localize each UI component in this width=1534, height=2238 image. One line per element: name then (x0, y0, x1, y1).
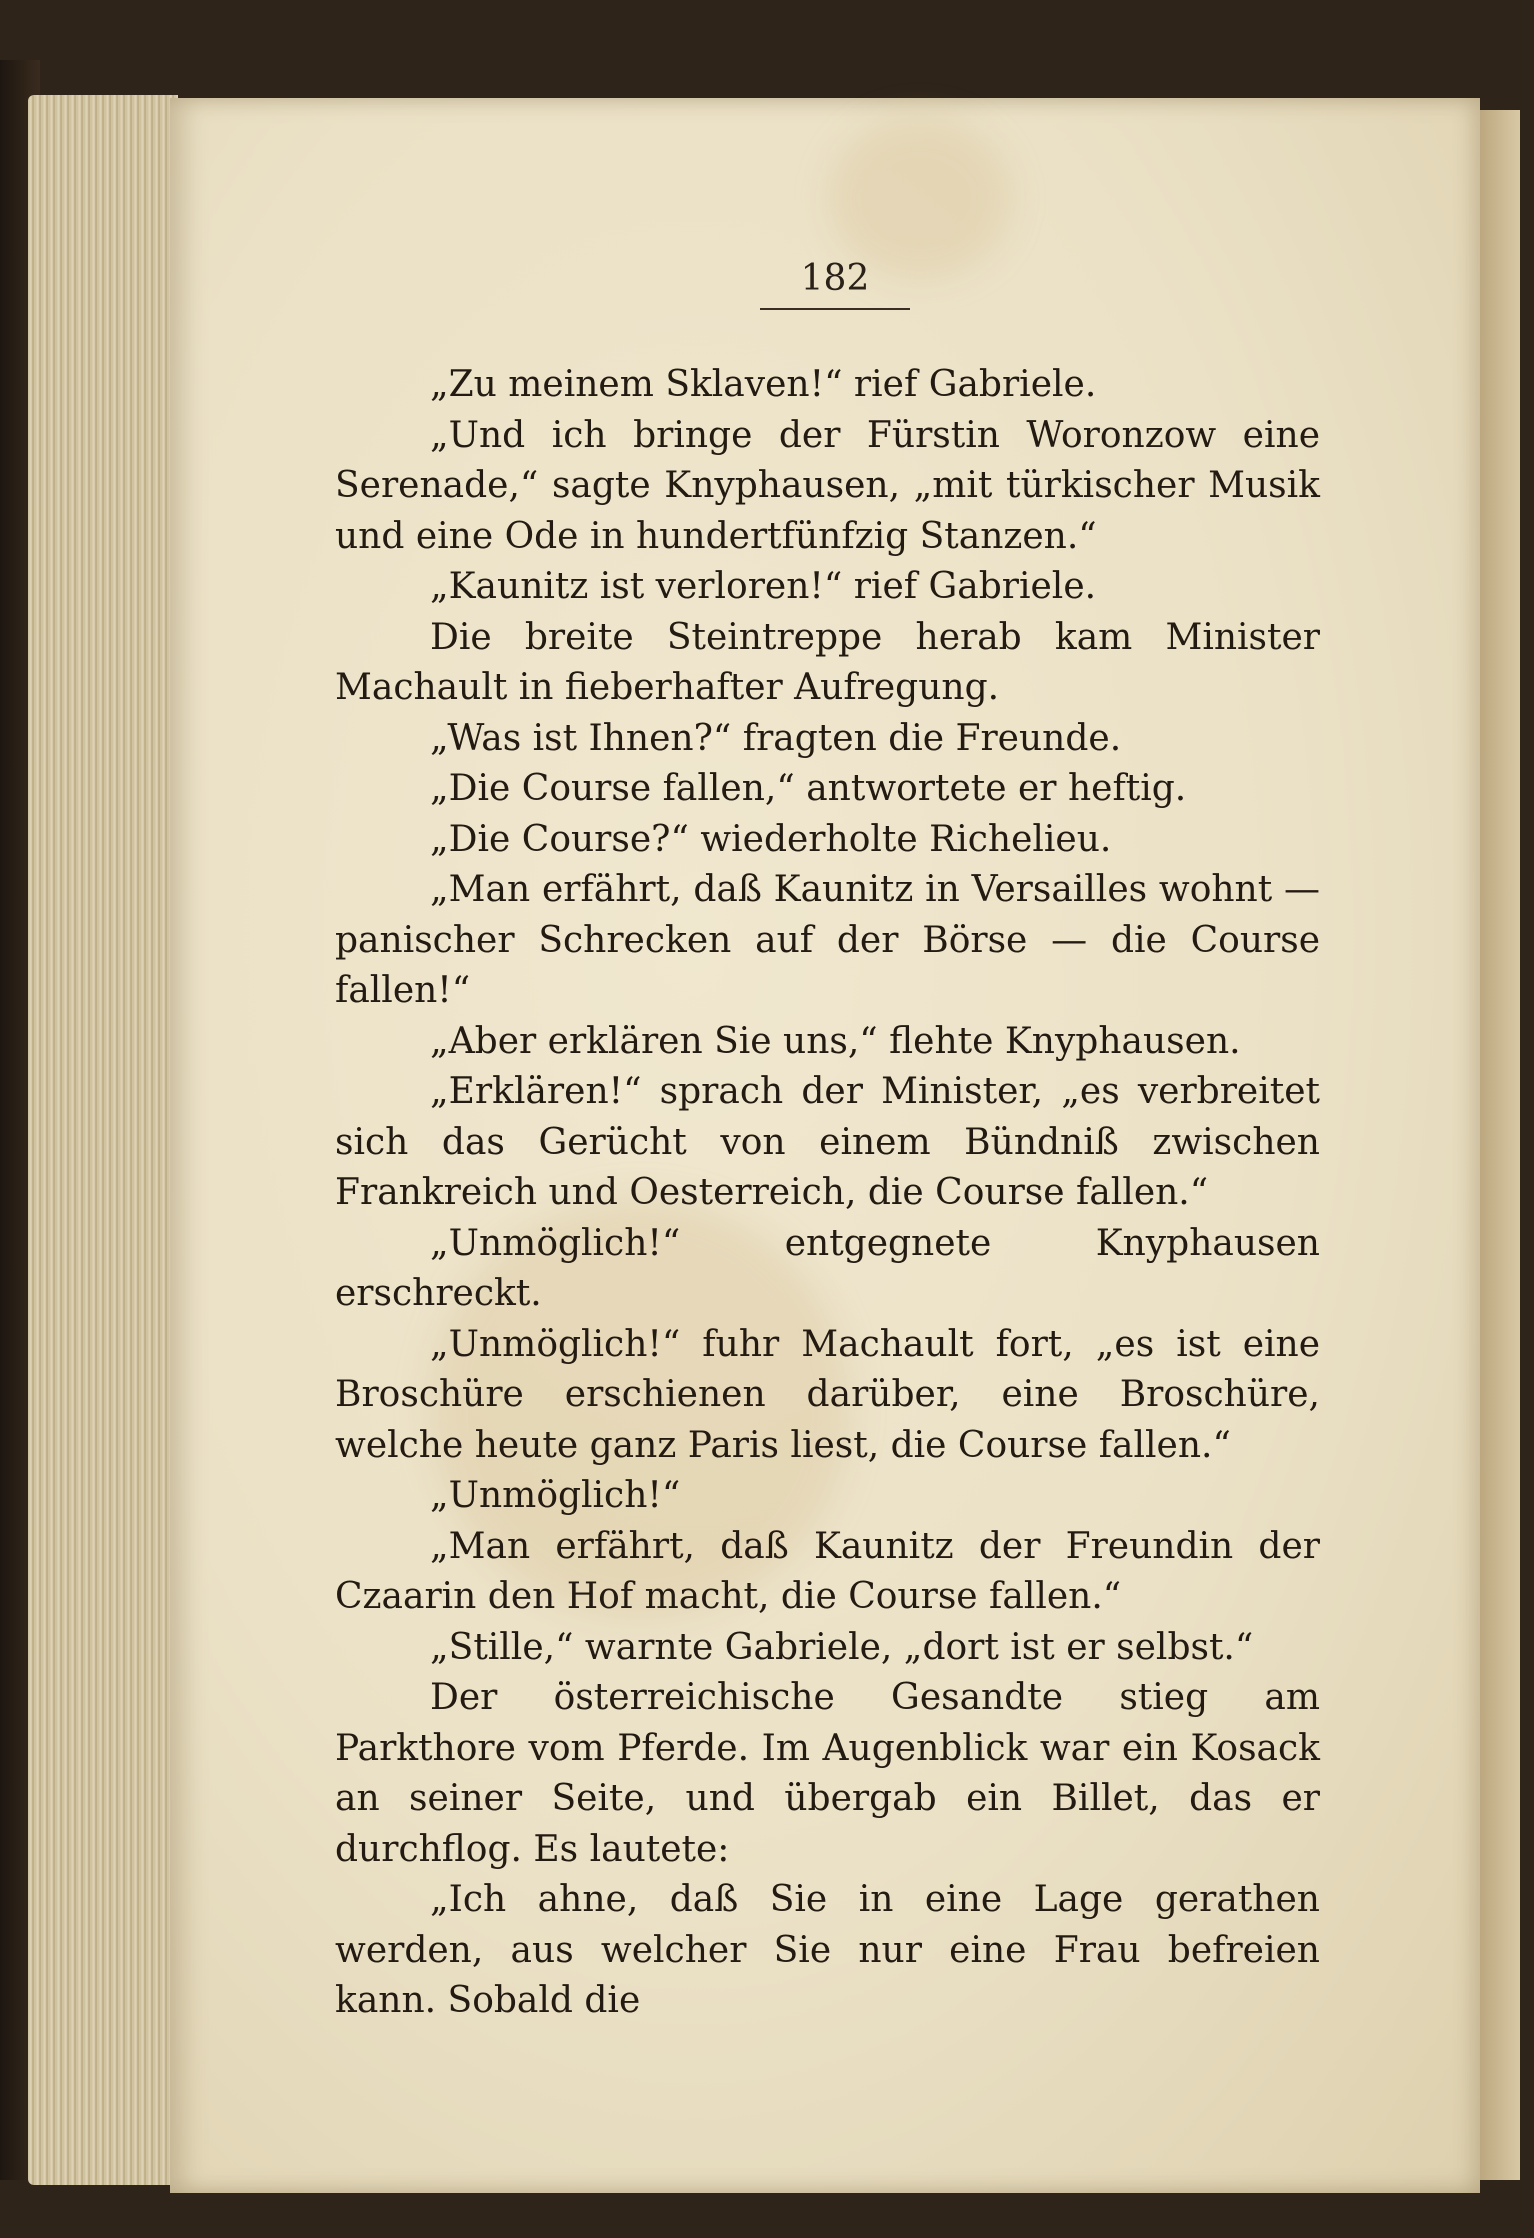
paper-stain (830, 118, 1010, 278)
paragraph: „Man erfährt, daß Kaunitz in Versailles wohnt — panischer Schrecken auf der Börse — die Course fallen!“ (335, 869, 1320, 1011)
paragraph: „Zu meinem Sklaven!“ rief Gabriele. (430, 364, 1097, 405)
paragraph: „Stille,“ warnte Gabriele, „dort ist er selbst.“ (430, 1626, 1254, 1668)
page-body-text (335, 360, 1320, 2027)
paragraph: „Unmöglich!“ (430, 1475, 681, 1516)
paragraph: „Die Course?“ wiederholte Richelieu. (430, 818, 1112, 860)
paragraph: „Aber erklären Sie uns,“ flehte Knyphausen. (430, 1020, 1241, 1062)
paragraph: „Unmöglich!“ fuhr Machault fort, „es ist eine Broschüre erschienen darüber, eine Broschüre, welche heute ganz Paris liest, die Course fallen.“ (335, 1323, 1320, 1466)
paragraph: „Und ich bringe der Fürstin Woronzow eine Serenade,“ sagte Knyphausen, „mit türkischer Musik und eine Ode in hundertfünfzig Stanzen.“ (335, 414, 1320, 557)
paragraph: Der österreichische Gesandte stieg am Parkthore vom Pferde. Im Augenblick war ein Kosack an seiner Seite, und übergab ein Billet, das er durchflog. Es lautete: (335, 1677, 1320, 1870)
page-number-rule (760, 308, 910, 310)
paragraph: „Kaunitz ist verloren!“ rief Gabriele. (430, 566, 1097, 607)
page-number: 182 (800, 258, 870, 299)
paragraph: Die breite Steintreppe herab kam Minister Machault in fieberhafter Aufregung. (335, 616, 1320, 708)
page-block-edges (28, 95, 178, 2185)
paragraph: „Die Course fallen,“ antwortete er heftig. (430, 768, 1187, 809)
facing-page-edge (1480, 110, 1520, 2180)
paragraph: „Ich ahne, daß Sie in eine Lage gerathen werden, aus welcher Sie nur eine Frau befreien kann. Sobald die (335, 1879, 1320, 2021)
paragraph: „Was ist Ihnen?“ fragten die Freunde. (430, 717, 1122, 759)
paragraph: „Unmöglich!“ entgegnete Knyphausen erschreckt. (335, 1222, 1320, 1314)
paragraph: „Erklären!“ sprach der Minister, „es verbreitet sich das Gerücht von einem Bündniß zwischen Frankreich und Oesterreich, die Course fallen.“ (335, 1071, 1320, 1213)
paragraph: „Man erfährt, daß Kaunitz der Freundin der Czaarin den Hof macht, die Course fallen.“ (335, 1525, 1320, 1617)
